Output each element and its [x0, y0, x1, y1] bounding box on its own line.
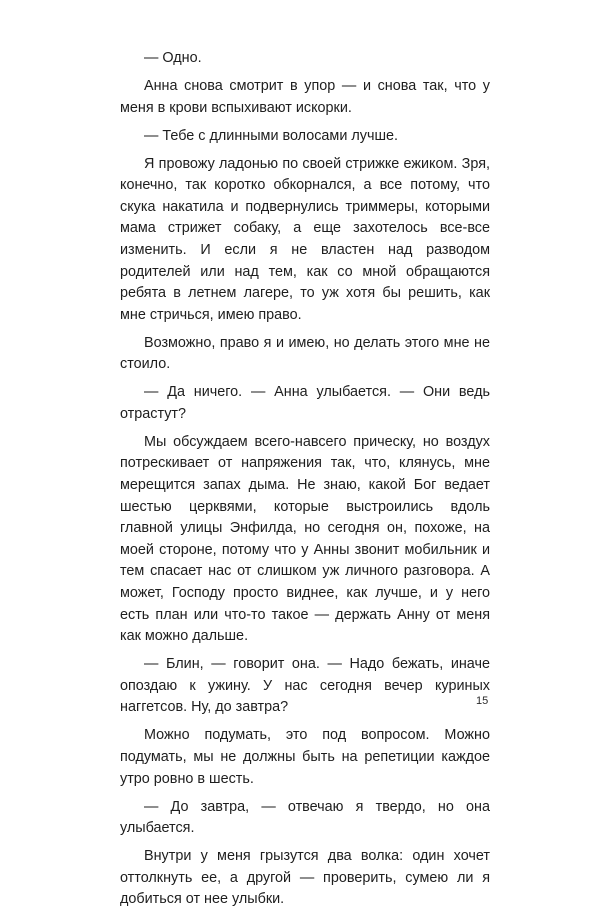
paragraph: Анна снова смотрит в упор — и снова так, что у меня в крови вспыхивают искорки.	[120, 77, 490, 116]
paragraph: Можно подумать, это под вопросом. Можно подумать, мы не должны быть на репетиции каждое утро ровно в шесть.	[120, 727, 490, 787]
paragraph: — Да ничего. — Анна улыбается. — Они ведь отрастут?	[120, 384, 490, 422]
paragraph: Внутри у меня грызутся два волка: один хочет оттолкнуть ее, а другой — проверить, сумею ли я добиться от нее улыбки.	[120, 848, 490, 908]
paragraph: — Тебе с длинными волосами лучше.	[144, 127, 398, 144]
paragraph: Я провожу ладонью по своей стрижке ежиком. Зря, конечно, так коротко обкорнался, а все потому, что скука накатила и подвернулись триммеры, которыми мама стрижет собаку, а еще захотелось все-все изменить. И если я не властен над разводом родителей или над тем, как со мной обращаются ребята в летнем лагере, то уж хотя бы решить, как мне стричься, имею право.	[120, 155, 490, 323]
page-number: 15	[476, 695, 489, 707]
paragraph: — До завтра, — отвечаю я твердо, но она улыбается.	[120, 798, 490, 837]
paragraph: Мы обсуждаем всего-навсего прическу, но воздух потрескивает от напряжения так, что, клянусь, мне мерещится запах дыма. Не знаю, какой Бог ведает шестью церквями, которые выстроились вдоль главной улицы Энфилда, но сегодня он, похоже, на моей стороне, потому что у Анны звонит мобильник и тем спасает нас от слишком уж личного разговора. А может, Господу просто виднее, как лучше, и у него есть план или что-то такое — держать Анну от меня как можно дальше.	[120, 433, 490, 645]
paragraph: — Блин, — говорит она. — Надо бежать, иначе опоздаю к ужину. У нас сегодня вечер куриных наггетсов. Ну, до завтра?	[120, 656, 490, 716]
body-text	[120, 48, 490, 917]
paragraph: — Одно.	[144, 50, 202, 66]
paragraph: Возможно, право я и имею, но делать этого мне не стоило.	[120, 334, 490, 373]
